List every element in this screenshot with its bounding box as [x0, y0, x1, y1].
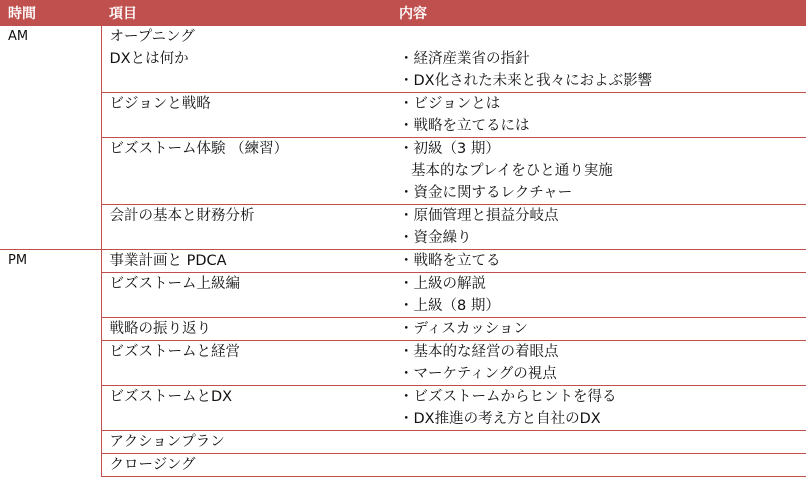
content-cell: [391, 138, 806, 205]
table-row: [0, 205, 806, 250]
item-cell: 会計の基本と財務分析: [101, 205, 391, 250]
content-cell: [391, 205, 806, 250]
table-row: [0, 138, 806, 205]
content-line: ・基本的な経営の着眼点: [399, 344, 559, 360]
content-line: 基本的なプレイをひと通り実施: [411, 163, 613, 179]
period-pm: PM: [0, 250, 101, 477]
item-cell: ビズストームと経営: [101, 341, 391, 386]
table-row: [0, 341, 806, 386]
content-cell: [391, 318, 806, 341]
item-cell: アクションプラン: [101, 431, 391, 454]
content-line: ・上級の解説: [399, 276, 486, 292]
item-cell: ビズストーム体験 （練習）: [101, 138, 391, 205]
item-cell: DXとは何か: [101, 48, 391, 93]
table-row: [0, 386, 806, 431]
content-line: ・マーケティングの視点: [399, 366, 557, 382]
content-cell: [391, 48, 806, 93]
table-row: [0, 26, 806, 48]
table-row: [0, 431, 806, 454]
content-cell: [391, 386, 806, 431]
table-row: [0, 250, 806, 273]
content-cell: [391, 341, 806, 386]
content-line: ・ビズストームからヒントを得る: [399, 389, 617, 405]
content-cell: [391, 26, 806, 48]
content-cell: [391, 273, 806, 318]
content-line: ・DX推進の考え方と自社のDX: [399, 411, 601, 427]
table-row: [0, 273, 806, 318]
content-line: ・経済産業省の指針: [399, 51, 530, 67]
content-cell: [391, 454, 806, 477]
item-cell: クロージング: [101, 454, 391, 477]
content-line: ・ディスカッション: [399, 321, 528, 337]
header-time: 時間: [0, 0, 101, 26]
table-row: [0, 48, 806, 93]
content-cell: [391, 93, 806, 138]
content-line: ・戦略を立てる: [399, 253, 501, 269]
content-line: ・原価管理と損益分岐点: [399, 208, 559, 224]
table-row: [0, 454, 806, 477]
content-line: ・初級（3 期）: [399, 141, 500, 157]
header-row: [0, 0, 806, 26]
header-content: 内容: [391, 0, 806, 26]
item-cell: ビジョンと戦略: [101, 93, 391, 138]
content-cell: [391, 431, 806, 454]
item-cell: 戦略の振り返り: [101, 318, 391, 341]
content-line: ・ビジョンとは: [399, 96, 501, 112]
item-cell: オープニング: [109, 29, 195, 45]
table-row: [0, 93, 806, 138]
header-item: 項目: [101, 0, 391, 26]
item-cell: ビズストーム上級編: [101, 273, 391, 318]
content-line: ・資金繰り: [399, 230, 472, 246]
content-line: ・DX化された未来と我々におよぶ影響: [399, 73, 653, 89]
table-row: [0, 318, 806, 341]
content-line: ・戦略を立てるには: [399, 118, 530, 134]
content-line: ・上級（8 期）: [399, 298, 500, 314]
item-cell: ビズストームとDX: [101, 386, 391, 431]
content-cell: [391, 250, 806, 273]
item-cell: 事業計画と PDCA: [101, 250, 391, 273]
period-am: AM: [0, 26, 101, 250]
content-line: ・資金に関するレクチャー: [399, 185, 573, 201]
